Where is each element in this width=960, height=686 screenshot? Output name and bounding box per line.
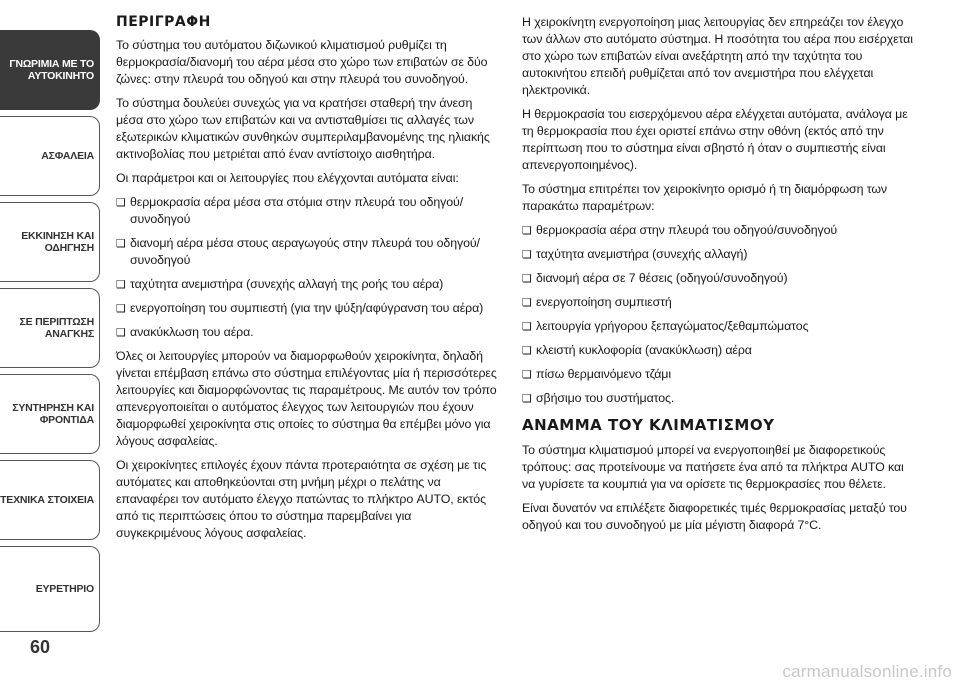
list-item: ❑ ανακύκλωση του αέρα. — [116, 324, 498, 341]
tab-starting-driving[interactable] — [0, 202, 100, 282]
right-column — [522, 14, 914, 541]
automatic-parameters-list — [116, 194, 498, 341]
left-column — [116, 14, 498, 549]
list-item: ❑ σβήσιμο του συστήματος. — [522, 390, 914, 407]
list-item: ❑ ταχύτητα ανεμιστήρα (συνεχής αλλαγή της ροής του αέρα) — [116, 276, 498, 293]
list-item: ❑ ενεργοποίηση συμπιεστή — [522, 294, 914, 311]
tab-label: ΕΥΡΕΤΗΡΙΟ — [35, 583, 94, 595]
tab-getting-to-know-car[interactable] — [0, 30, 100, 110]
list-item: ❑ ενεργοποίηση του συμπιεστή (για την ψύξη/αφύγρανση του αέρα) — [116, 300, 498, 317]
list-item: ❑ κλειστή κυκλοφορία (ανακύκλωση) αέρα — [522, 342, 914, 359]
tab-maintenance-care[interactable] — [0, 374, 100, 454]
tab-label: ΓΝΩΡΙΜΙΑ ΜΕ ΤΟ ΑΥΤΟΚΙΝΗΤΟ — [9, 58, 94, 82]
list-item: ❑ πίσω θερμαινόμενο τζάμι — [522, 366, 914, 383]
section-heading-ac-start: ΑΝΑΜΜΑ ΤΟΥ ΚΛΙΜΑΤΙΣΜΟΥ — [522, 416, 775, 434]
tab-index[interactable] — [0, 546, 100, 632]
tab-safety[interactable] — [0, 116, 100, 196]
list-item: ❑ λειτουργία γρήγορου ξεπαγώματος/ξεθαμπώματος — [522, 318, 914, 335]
list-item: ❑ διανομή αέρα μέσα στους αεραγωγούς στην πλευρά του οδηγού/συνοδηγού — [116, 235, 498, 269]
paragraph: Η θερμοκρασία του εισερχόμενου αέρα ελέγχεται αυτόματα, ανάλογα με τη θερμοκρασία που έχει οριστεί επάνω στην οθόνη (εκτός από την περίπτωση που το σύστημα είναι σβηστό ή όταν ο συμπιεστής είναι απενεργοποιημένος). — [522, 107, 908, 172]
paragraph: Το σύστημα κλιματισμού μπορεί να ενεργοποιηθεί με διαφορετικούς τρόπους: σας προτείνουμε να πατήσετε ένα από τα πλήκτρα AUTO και να γυρίσετε τα κουμπιά για να ορίσετε τις θερμοκρασίες που θέλετε. — [522, 443, 904, 491]
chapter-sidebar — [0, 0, 104, 686]
paragraph: Η χειροκίνητη ενεργοποίηση μιας λειτουργίας δεν επηρεάζει τον έλεγχο των άλλων στο αυτόματο σύστημα. Η ποσότητα του αέρα που εισέρχεται στο χώρο των επιβατών είναι ανεξάρτητη από την ταχύτητα του αυτοκινήτου επειδή ρυθμίζεται από τον ανεμιστήρα που ελέγχεται ηλεκτρονικά. — [522, 15, 913, 97]
paragraph: Οι χειροκίνητες επιλογές έχουν πάντα προτεραιότητα σε σχέση με τις αυτόματες και αποθηκεύονται στη μνήμη μέχρι ο πελάτης να επαναφέρει τον αυτόματο έλεγχο πατώντας το πλήκτρο AUTO, εκτός από τις περιπτώσεις όπου το σύστημα παρεμβαίνει για συγκεκριμένους λόγους ασφαλείας. — [116, 458, 487, 540]
tab-label: ΣΥΝΤΗΡΗΣΗ ΚΑΙ ΦΡΟΝΤΙΔΑ — [12, 402, 94, 426]
tab-label: ΑΣΦΑΛΕΙΑ — [41, 150, 94, 162]
section-heading-description: ΠΕΡΙΓΡΑΦΗ — [116, 14, 211, 30]
paragraph: Είναι δυνατόν να επιλέξετε διαφορετικές τιμές θερμοκρασίας μεταξύ του οδηγού και του συνοδηγού με μία μέγιστη διαφορά 7°C. — [522, 501, 907, 532]
list-item: ❑ ταχύτητα ανεμιστήρα (συνεχής αλλαγή) — [522, 246, 914, 263]
tab-label: ΣΕ ΠΕΡΙΠΤΩΣΗ ΑΝΑΓΚΗΣ — [19, 316, 94, 340]
list-item: ❑ διανομή αέρα σε 7 θέσεις (οδηγού/συνοδηγού) — [522, 270, 914, 287]
list-item: ❑ θερμοκρασία αέρα στην πλευρά του οδηγού/συνοδηγού — [522, 222, 914, 239]
paragraph: Το σύστημα επιτρέπει τον χειροκίνητο ορισμό ή τη διαμόρφωση των παρακάτω παραμέτρων: — [522, 182, 888, 213]
paragraph: Οι παράμετροι και οι λειτουργίες που ελέγχονται αυτόματα είναι: — [116, 171, 459, 185]
paragraph: Το σύστημα του αυτόματου διζωνικού κλιματισμού ρυθμίζει τη θερμοκρασία/διανομή του αέρα μέσα στο χώρο των επιβατών σε δύο ζώνες: στην πλευρά του οδηγού και στην πλευρά του συνοδηγού. — [116, 38, 488, 86]
tab-technical-specs[interactable] — [0, 460, 100, 540]
watermark: carmanualsonline.info — [782, 662, 952, 681]
paragraph: Το σύστημα δουλεύει συνεχώς για να κρατήσει σταθερή την άνεση μέσα στο χώρο των επιβατών και να αντισταθμίσει τις αλλαγές των εξωτερικών κλιματικών συνθηκών συμπεριλαμβανομένης της ηλιακής ακτινοβολίας που μετριέται από έναν αντίστοιχο αισθητήρα. — [116, 96, 490, 161]
paragraph: Όλες οι λειτουργίες μπορούν να διαμορφωθούν χειροκίνητα, δηλαδή γίνεται επέμβαση επάνω στο σύστημα επιλέγοντας μία ή περισσότερες λειτουργίες και διαμορφώνοντας τις παραμέτρους. Με αυτόν τον τρόπο απενεργοποιείται ο αυτόματος έλεγχος των λειτουργιών που έχουν διαμορφωθεί χειροκίνητα στις οποίες το σύστημα θα επέμβει μόνο για λόγους ασφαλείας. — [116, 349, 497, 448]
page-number: 60 — [30, 637, 51, 657]
tab-emergency[interactable] — [0, 288, 100, 368]
list-item: ❑ θερμοκρασία αέρα μέσα στα στόμια στην πλευρά του οδηγού/ συνοδηγού — [116, 194, 498, 228]
manual-parameters-list — [522, 222, 914, 407]
tab-label: ΤΕΧΝΙΚΑ ΣΤΟΙΧΕΙΑ — [0, 494, 94, 506]
tab-label: ΕΚΚΙΝΗΣΗ ΚΑΙ ΟΔΗΓΗΣΗ — [21, 230, 94, 254]
